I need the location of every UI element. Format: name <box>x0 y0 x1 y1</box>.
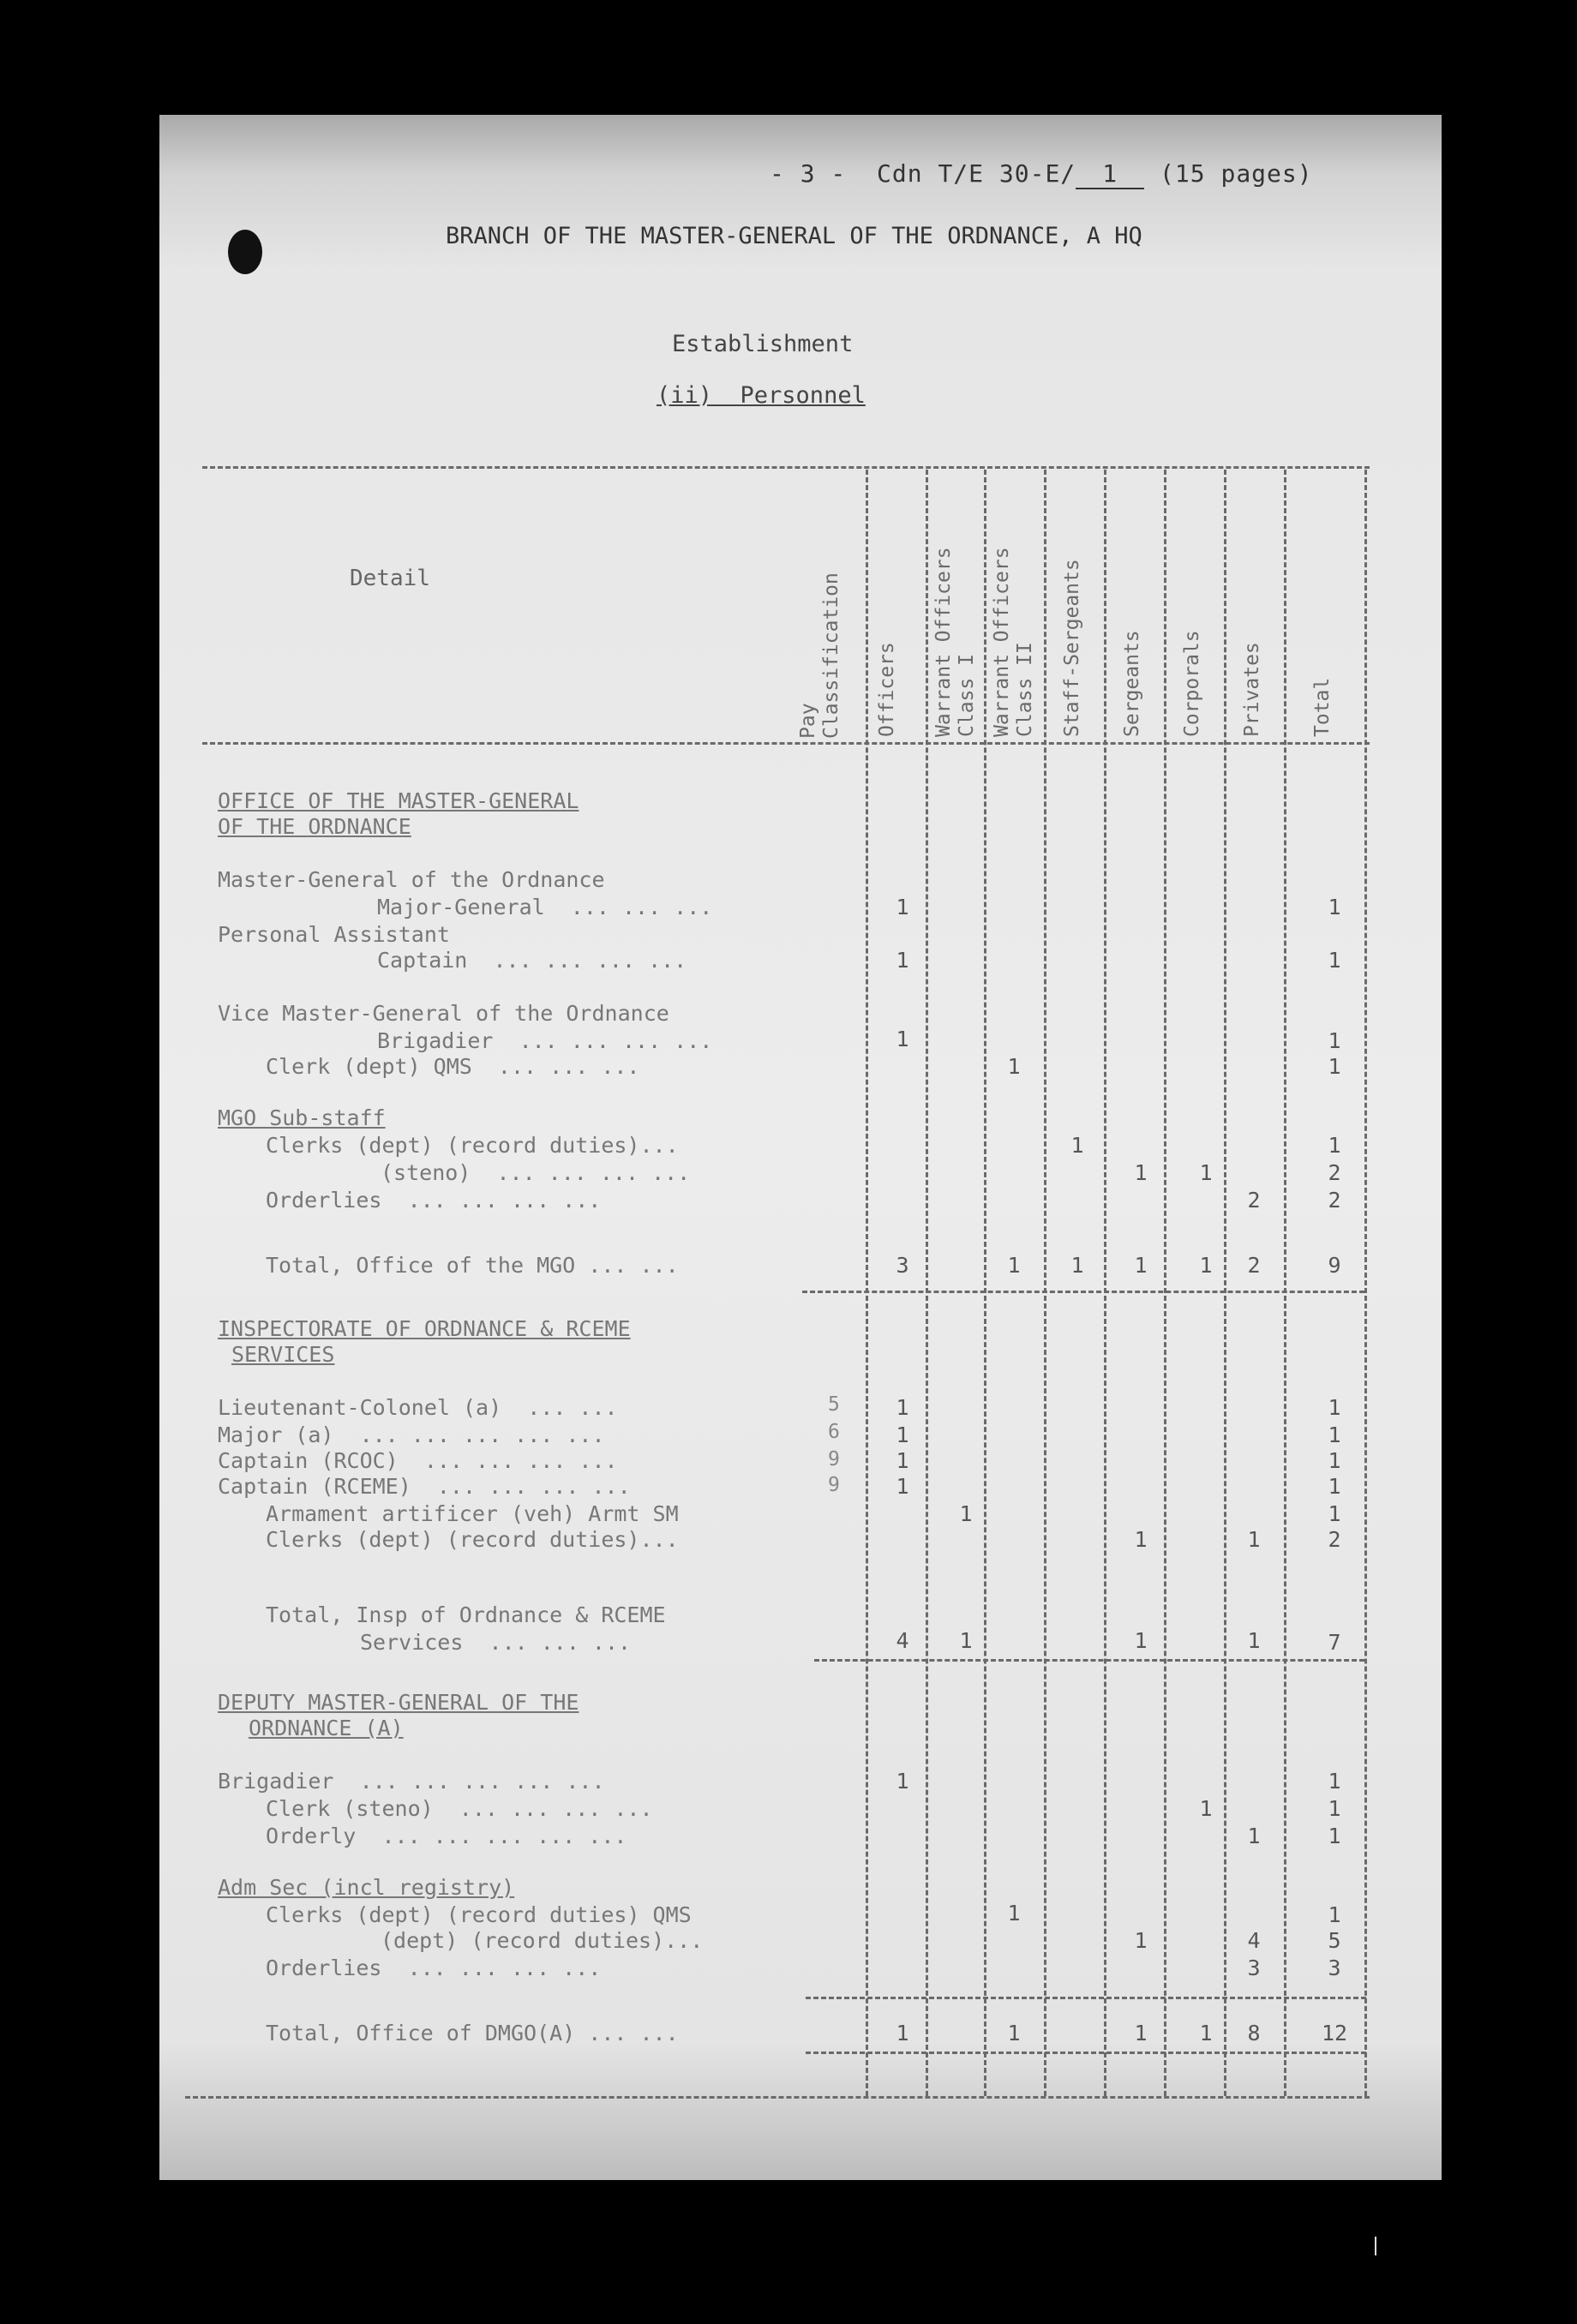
cell-sgt: 1 <box>1134 1160 1148 1185</box>
table-bottom-rule <box>185 2096 1370 2099</box>
total-rule-3b <box>806 2051 1366 2054</box>
col-divider <box>1044 470 1046 2096</box>
table-right-border <box>1364 470 1367 2096</box>
cell-total: 3 <box>1328 1956 1341 1980</box>
reference-blank: 1 <box>1076 159 1144 189</box>
col-header-officers: Officers <box>876 642 898 737</box>
section-heading: SERVICES <box>231 1342 335 1367</box>
cell-pte: 4 <box>1247 1928 1261 1953</box>
total-label: Total, Insp of Ordnance & RCEME <box>266 1602 666 1627</box>
cell-wo2: 1 <box>1007 2021 1021 2045</box>
row-label: Orderlies ... ... ... ... <box>266 1956 602 1980</box>
cell-total: 2 <box>1328 1527 1341 1552</box>
cell-pte: 2 <box>1247 1188 1261 1213</box>
film-mark <box>1375 2237 1376 2255</box>
cell-total: 1 <box>1328 1902 1341 1927</box>
pay-code: 9 <box>828 1474 840 1496</box>
row-label: Clerks (dept) (record duties)... <box>266 1527 679 1552</box>
col-header-wo2: Warrant Officers Class II <box>991 547 1036 737</box>
section-heading: INSPECTORATE OF ORDNANCE & RCEME <box>218 1316 631 1341</box>
cell-wo2: 1 <box>1007 1054 1021 1079</box>
row-label: Clerks (dept) (record duties) QMS <box>266 1902 692 1927</box>
row-label: Major-General ... ... ... <box>377 895 713 919</box>
row-label: Captain (RCOC) ... ... ... ... <box>218 1448 618 1473</box>
col-divider <box>1104 470 1106 2096</box>
cell-officers: 1 <box>896 1769 909 1794</box>
cell-cpl: 1 <box>1199 1253 1213 1278</box>
cell-officers: 1 <box>896 2021 909 2045</box>
col-header-total: Total <box>1311 677 1334 737</box>
cell-total: 1 <box>1328 1054 1341 1079</box>
cell-pte: 2 <box>1247 1253 1261 1278</box>
row-label: Brigadier ... ... ... ... ... <box>218 1769 605 1794</box>
cell-total: 9 <box>1328 1253 1341 1278</box>
cell-ssgt: 1 <box>1070 1253 1084 1278</box>
cell-total: 12 <box>1321 2021 1348 2045</box>
col-header-detail: Detail <box>350 566 430 591</box>
row-label: Brigadier ... ... ... ... <box>377 1028 713 1053</box>
cell-total: 1 <box>1328 1133 1341 1158</box>
col-divider <box>1224 470 1226 2096</box>
cell-officers: 1 <box>896 1448 909 1473</box>
cell-total: 2 <box>1328 1188 1341 1213</box>
cell-sgt: 1 <box>1134 1928 1148 1953</box>
cell-total: 1 <box>1328 1796 1341 1821</box>
establishment-heading: Establishment <box>672 331 854 357</box>
personnel-heading: (ii) Personnel <box>657 382 866 409</box>
cell-total: 1 <box>1328 1501 1341 1526</box>
cell-pte: 1 <box>1247 1824 1261 1848</box>
total-label: Total, Office of DMGO(A) ... ... <box>266 2021 679 2045</box>
cell-pte: 3 <box>1247 1956 1261 1980</box>
cell-officers: 1 <box>896 1474 909 1499</box>
col-header-ssgt: Staff-Sergeants <box>1061 559 1083 737</box>
row-label: Orderlies ... ... ... ... <box>266 1188 602 1213</box>
total-rule-1 <box>802 1291 1364 1293</box>
row-label: Armament artificer (veh) Armt SM <box>266 1501 679 1526</box>
header-bottom-rule <box>202 742 1370 745</box>
cell-total: 1 <box>1328 1769 1341 1794</box>
row-label: Master-General of the Ordnance <box>218 867 605 892</box>
cell-total: 1 <box>1328 895 1341 919</box>
cell-cpl: 1 <box>1199 1160 1213 1185</box>
row-label: (dept) (record duties)... <box>381 1928 704 1953</box>
col-divider <box>1164 470 1166 2096</box>
row-label: Vice Master-General of the Ordnance <box>218 1001 669 1026</box>
row-label: (steno) ... ... ... ... <box>381 1160 691 1185</box>
cell-total: 7 <box>1328 1630 1341 1655</box>
col-divider <box>984 470 986 2096</box>
cell-officers: 1 <box>896 1423 909 1447</box>
col-header-wo1: Warrant Officers Class I <box>932 547 978 737</box>
cell-total: 1 <box>1328 948 1341 973</box>
row-label: Clerks (dept) (record duties)... <box>266 1133 679 1158</box>
section-heading: OF THE ORDNANCE <box>218 814 411 839</box>
reference-line <box>770 159 1313 189</box>
cell-wo1: 1 <box>959 1501 973 1526</box>
cell-cpl: 1 <box>1199 1796 1213 1821</box>
cell-total: 1 <box>1328 1028 1341 1053</box>
row-label: Personal Assistant <box>218 922 450 947</box>
table-top-rule <box>202 466 1370 469</box>
reference-number: Cdn T/E 30-E/ <box>877 159 1076 188</box>
row-label: Major (a) ... ... ... ... ... <box>218 1423 605 1447</box>
cell-total: 2 <box>1328 1160 1341 1185</box>
section-heading: ORDNANCE (A) <box>249 1716 404 1740</box>
col-divider <box>1284 470 1286 2096</box>
row-label: Lieutenant-Colonel (a) ... ... <box>218 1395 618 1420</box>
col-divider <box>866 470 868 2096</box>
cell-officers: 3 <box>896 1253 909 1278</box>
col-header-pay: Pay Classification <box>797 572 842 739</box>
total-label: Total, Office of the MGO ... ... <box>266 1253 679 1278</box>
col-divider <box>926 470 928 2096</box>
cell-sgt: 1 <box>1134 1527 1148 1552</box>
page-number: - 3 - <box>770 159 847 188</box>
total-rule-3a <box>806 1997 1366 1999</box>
row-label: Clerk (dept) QMS ... ... ... <box>266 1054 640 1079</box>
cell-pte: 1 <box>1247 1628 1261 1653</box>
cell-wo2: 1 <box>1007 1901 1021 1926</box>
cell-sgt: 1 <box>1134 1253 1148 1278</box>
cell-total: 1 <box>1328 1423 1341 1447</box>
cell-cpl: 1 <box>1199 2021 1213 2045</box>
col-header-pte: Privates <box>1241 642 1263 737</box>
punch-hole <box>228 230 262 274</box>
cell-ssgt: 1 <box>1070 1133 1084 1158</box>
cell-pte: 1 <box>1247 1527 1261 1552</box>
col-header-cpl: Corporals <box>1181 630 1203 737</box>
cell-officers: 1 <box>896 1395 909 1420</box>
cell-wo1: 1 <box>959 1628 973 1653</box>
branch-title: BRANCH OF THE MASTER-GENERAL OF THE ORDNANCE, A HQ <box>446 223 1142 249</box>
pay-code: 5 <box>828 1393 840 1416</box>
cell-total: 1 <box>1328 1448 1341 1473</box>
section-heading: OFFICE OF THE MASTER-GENERAL <box>218 788 579 813</box>
cell-officers: 1 <box>896 895 909 919</box>
cell-total: 1 <box>1328 1824 1341 1848</box>
page-count: (15 pages) <box>1160 159 1313 188</box>
total-rule-2 <box>814 1659 1364 1662</box>
cell-officers: 1 <box>896 948 909 973</box>
cell-sgt: 1 <box>1134 1628 1148 1653</box>
cell-officers: 4 <box>896 1628 909 1653</box>
cell-sgt: 1 <box>1134 2021 1148 2045</box>
col-header-sgt: Sergeants <box>1121 630 1143 737</box>
cell-total: 1 <box>1328 1474 1341 1499</box>
cell-total: 5 <box>1328 1928 1341 1953</box>
section-heading: Adm Sec (incl registry) <box>218 1875 515 1900</box>
cell-wo2: 1 <box>1007 1253 1021 1278</box>
pay-code: 9 <box>828 1448 840 1470</box>
total-label: Services ... ... ... <box>360 1630 632 1655</box>
row-label: Captain (RCEME) ... ... ... ... <box>218 1474 631 1499</box>
cell-total: 1 <box>1328 1395 1341 1420</box>
section-heading: DEPUTY MASTER-GENERAL OF THE <box>218 1690 579 1715</box>
pay-code: 6 <box>828 1421 840 1443</box>
section-heading: MGO Sub-staff <box>218 1105 386 1130</box>
cell-pte: 8 <box>1247 2021 1261 2045</box>
row-label: Captain ... ... ... ... <box>377 948 687 973</box>
row-label: Clerk (steno) ... ... ... ... <box>266 1796 653 1821</box>
row-label: Orderly ... ... ... ... ... <box>266 1824 627 1848</box>
cell-officers: 1 <box>896 1027 909 1051</box>
